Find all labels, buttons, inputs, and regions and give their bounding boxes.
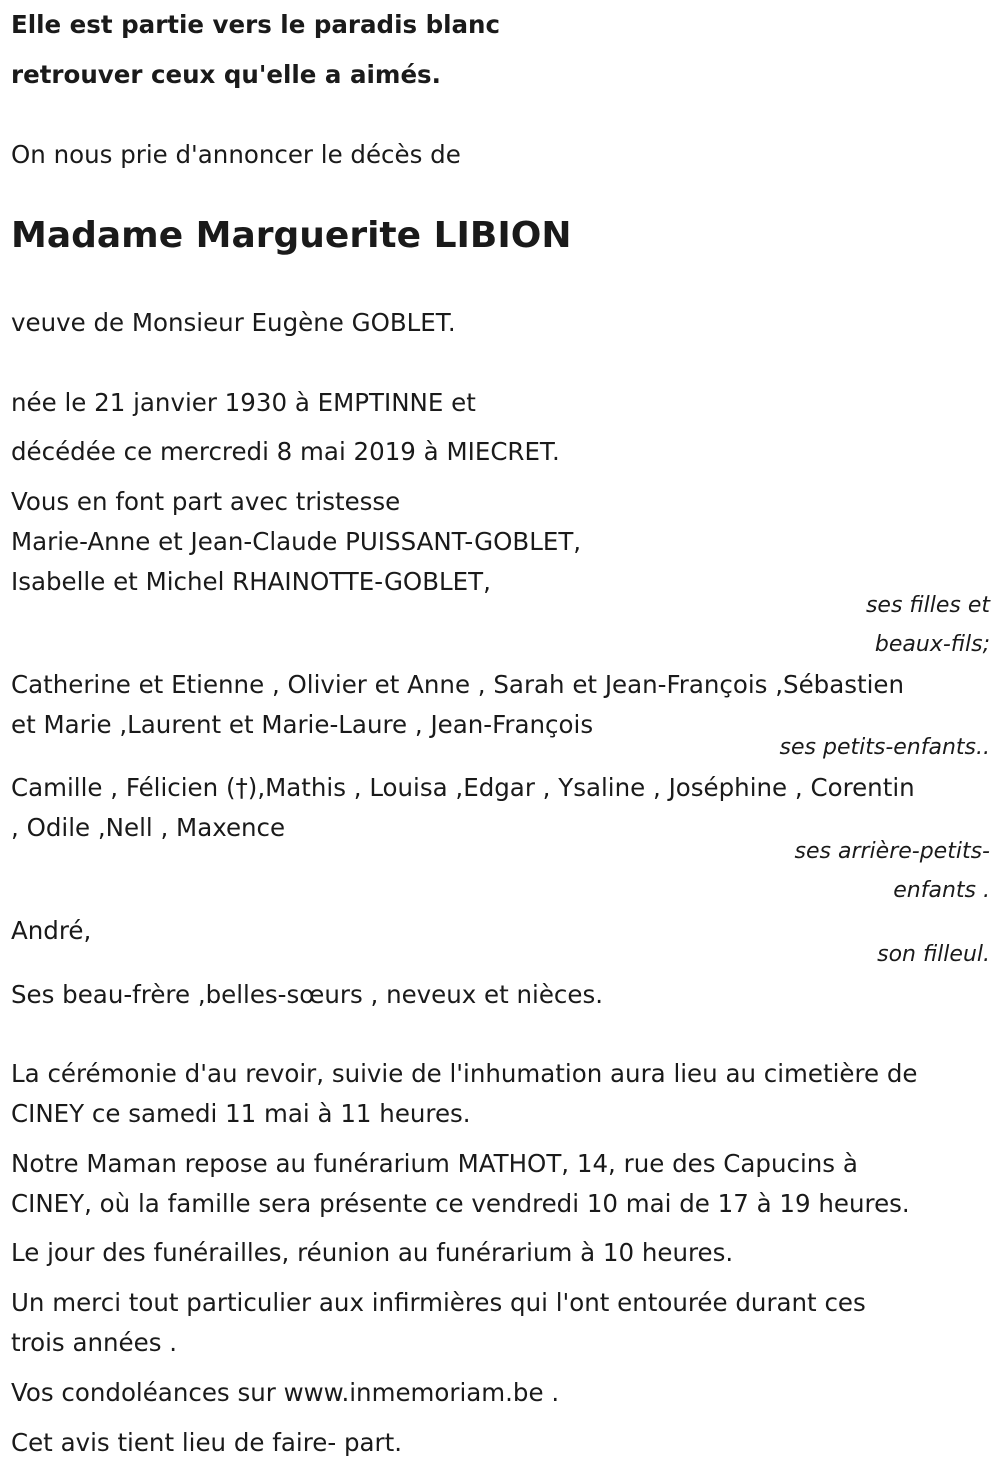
funerarium-line-1: Notre Maman repose au funérarium MATHOT, 14, rue des Capucins à (11, 1149, 858, 1178)
other-relatives: Ses beau-frère ,belles-sœurs , neveux et nièces. (11, 980, 604, 1009)
birth-text: née le 21 janvier 1930 à EMPTINNE et (11, 388, 476, 417)
deceased-name: Madame Marguerite LIBION (11, 215, 572, 256)
family-announce: Vous en font part avec tristesse (11, 487, 401, 516)
daughters-role-line-1: ses filles et (865, 593, 990, 618)
thanks-line-1: Un merci tout particulier aux infirmières qui l'ont entourée durant ces (11, 1288, 866, 1317)
daughter-2: Isabelle et Michel RHAINOTTE-GOBLET, (11, 567, 491, 596)
thanks-line-2: trois années . (11, 1328, 178, 1357)
daughter-1: Marie-Anne et Jean-Claude PUISSANT-GOBLET, (11, 527, 582, 556)
funerarium-line-2: CINEY, où la famille sera présente ce vendredi 10 mai de 17 à 19 heures. (11, 1189, 910, 1218)
widow-of-text: veuve de Monsieur Eugène GOBLET. (11, 308, 456, 337)
intro-text: On nous prie d'annoncer le décès de (11, 140, 461, 169)
godson-role: son filleul. (877, 942, 990, 967)
epitaph-line-2: retrouver ceux qu'elle a aimés. (11, 60, 441, 89)
meeting-text: Le jour des funérailles, réunion au funérarium à 10 heures. (11, 1238, 734, 1267)
great-grandchildren-role-line-2: enfants . (893, 878, 990, 903)
great-grandchildren-line-2: , Odile ,Nell , Maxence (11, 813, 286, 842)
grandchildren-line-2: et Marie ,Laurent et Marie-Laure , Jean-François (11, 710, 594, 739)
godson-name: André, (11, 916, 92, 945)
epitaph-line-1: Elle est partie vers le paradis blanc (11, 10, 501, 39)
ceremony-line-1: La cérémonie d'au revoir, suivie de l'inhumation aura lieu au cimetière de (11, 1059, 918, 1088)
grandchildren-line-1: Catherine et Etienne , Olivier et Anne , Sarah et Jean-François ,Sébastien (11, 670, 904, 699)
notice-text: Cet avis tient lieu de faire- part. (11, 1428, 402, 1457)
condolences-text: Vos condoléances sur www.inmemoriam.be . (11, 1378, 560, 1407)
great-grandchildren-line-1: Camille , Félicien (†),Mathis , Louisa ,Edgar , Ysaline , Joséphine , Corentin (11, 773, 915, 802)
daughters-role-line-2: beaux-fils; (874, 632, 990, 657)
grandchildren-role: ses petits-enfants.. (779, 735, 990, 760)
death-text: décédée ce mercredi 8 mai 2019 à MIECRET. (11, 437, 560, 466)
ceremony-line-2: CINEY ce samedi 11 mai à 11 heures. (11, 1099, 471, 1128)
great-grandchildren-role-line-1: ses arrière-petits- (794, 839, 990, 864)
